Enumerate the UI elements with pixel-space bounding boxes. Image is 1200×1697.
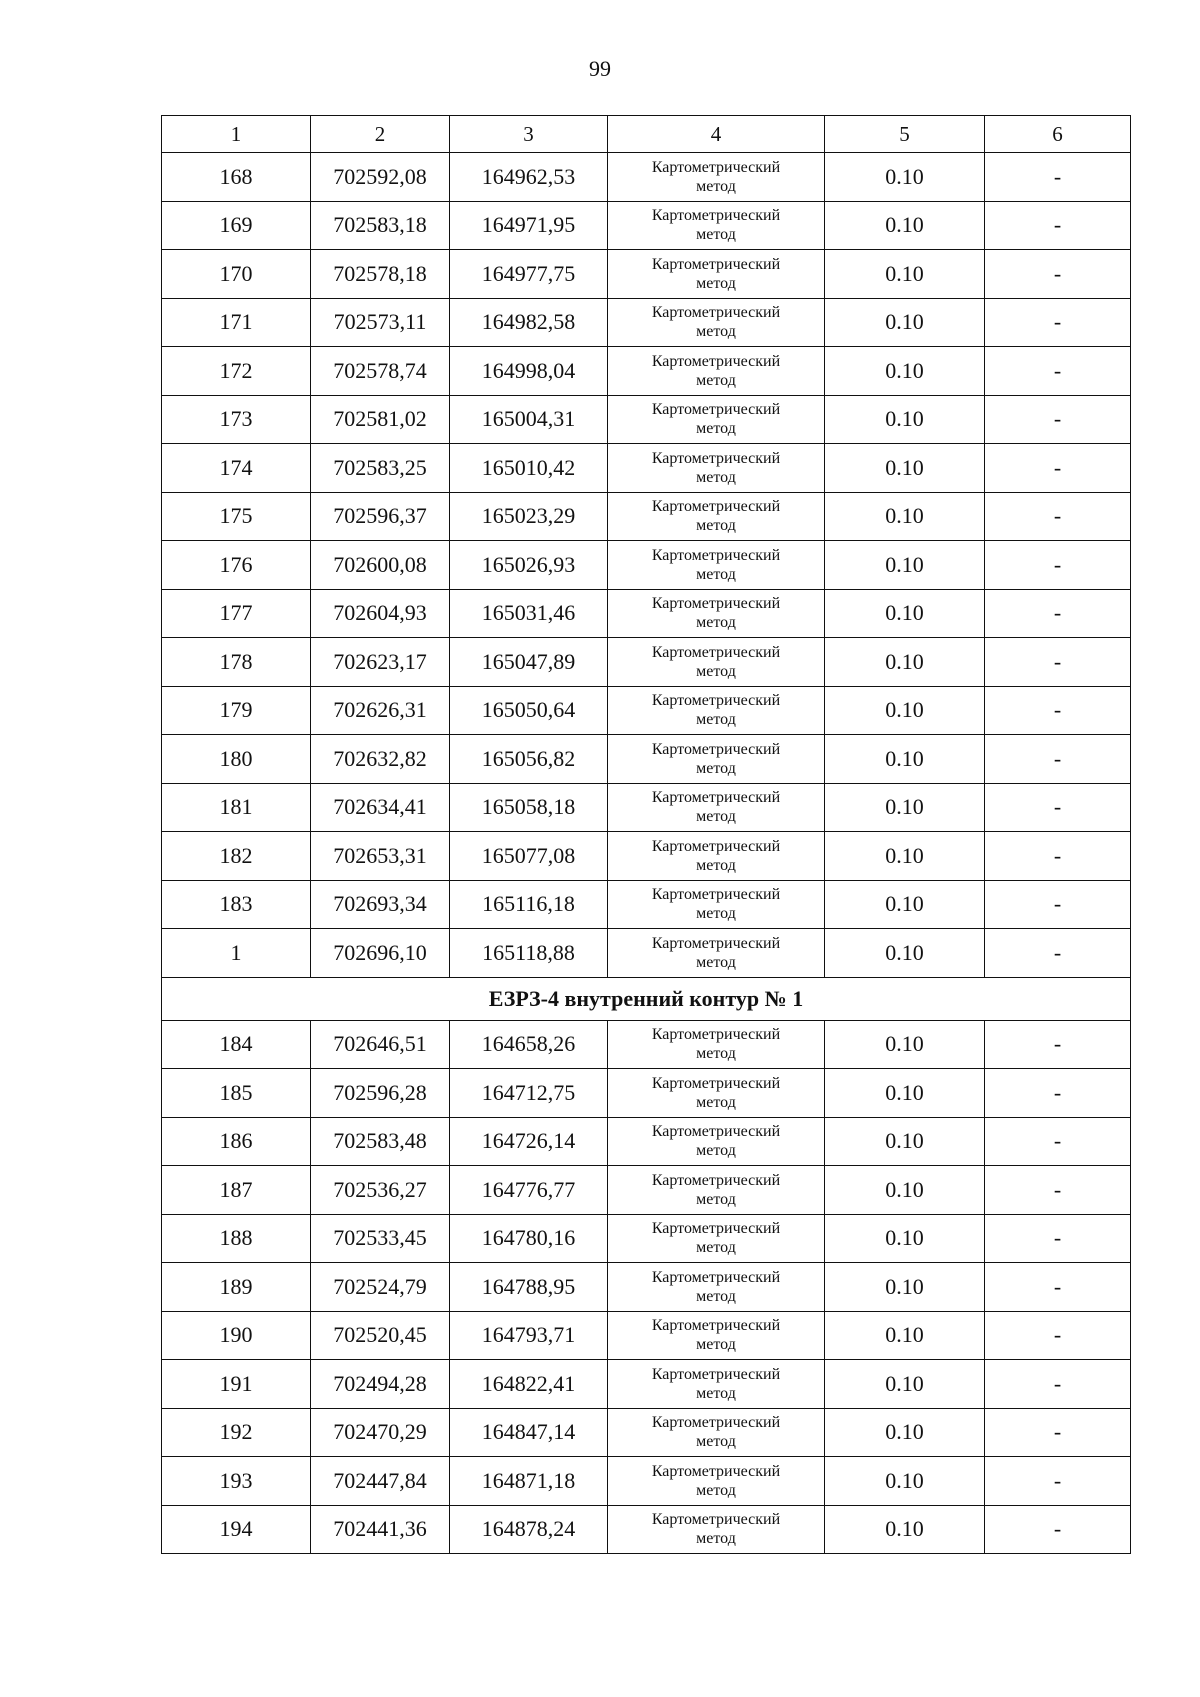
method-cell (608, 444, 825, 493)
table-cell: 172 (162, 347, 311, 396)
method-cell (608, 1263, 825, 1312)
table-cell: 168 (162, 153, 311, 202)
method-text-line2: метод (696, 1336, 736, 1354)
method-text-line1: Картометрический (651, 304, 781, 322)
method-cell (608, 1020, 825, 1069)
table-cell: 0.10 (825, 1311, 985, 1360)
table-cell: 189 (162, 1263, 311, 1312)
method-cell (608, 298, 825, 347)
table-row (162, 1408, 1131, 1457)
table-cell: 702596,37 (311, 492, 450, 541)
table-row (162, 492, 1131, 541)
table-cell: 176 (162, 541, 311, 590)
table-row (162, 1214, 1131, 1263)
table-cell: 165010,42 (450, 444, 608, 493)
method-cell (608, 1117, 825, 1166)
table-cell: 164998,04 (450, 347, 608, 396)
table-cell: 164712,75 (450, 1069, 608, 1118)
table-row (162, 686, 1131, 735)
table-row (162, 153, 1131, 202)
table-cell: - (985, 153, 1131, 202)
table-cell: 165056,82 (450, 735, 608, 784)
table-cell: - (985, 1020, 1131, 1069)
table-cell: - (985, 201, 1131, 250)
page-number: 99 (589, 56, 611, 81)
method-text-line1: Картометрический (651, 789, 781, 807)
table-cell: 702646,51 (311, 1020, 450, 1069)
method-text-line1: Картометрический (651, 837, 781, 855)
table-cell: 702578,18 (311, 250, 450, 299)
table-cell: 180 (162, 735, 311, 784)
method-cell (608, 686, 825, 735)
method-text-line1: Картометрический (651, 643, 781, 661)
table-cell: 165004,31 (450, 395, 608, 444)
table-cell: 192 (162, 1408, 311, 1457)
table-cell: 164822,41 (450, 1360, 608, 1409)
table-cell: 177 (162, 589, 311, 638)
method-text-line2: метод (696, 1239, 736, 1257)
method-text-line1: Картометрический (651, 1171, 781, 1189)
table-cell: 170 (162, 250, 311, 299)
table-cell: 0.10 (825, 1069, 985, 1118)
column-header: 4 (608, 116, 825, 153)
method-text-line1: Картометрический (651, 692, 781, 710)
table-cell: 173 (162, 395, 311, 444)
method-cell (608, 1505, 825, 1554)
table-row (162, 832, 1131, 881)
table-row (162, 1020, 1131, 1069)
table-cell: 0.10 (825, 686, 985, 735)
method-cell (608, 541, 825, 590)
table-cell: 186 (162, 1117, 311, 1166)
method-cell (608, 492, 825, 541)
table-cell: 0.10 (825, 589, 985, 638)
table-header-row (162, 116, 1131, 153)
method-cell (608, 638, 825, 687)
method-text-line2: метод (696, 468, 736, 486)
method-text-line1: Картометрический (651, 1414, 781, 1432)
method-text-line1: Картометрический (651, 401, 781, 419)
table-row (162, 735, 1131, 784)
table-cell: 171 (162, 298, 311, 347)
table-cell: - (985, 1166, 1131, 1215)
method-text-line1: Картометрический (651, 934, 781, 952)
table-cell: 164726,14 (450, 1117, 608, 1166)
table-cell: 193 (162, 1457, 311, 1506)
table-row (162, 250, 1131, 299)
table-cell: 702470,29 (311, 1408, 450, 1457)
method-text-line2: метод (696, 1093, 736, 1111)
table-row (162, 395, 1131, 444)
table-cell: 179 (162, 686, 311, 735)
table-cell: 164658,26 (450, 1020, 608, 1069)
table-cell: 0.10 (825, 880, 985, 929)
method-text-line2: метод (696, 808, 736, 826)
table-cell: 0.10 (825, 783, 985, 832)
method-cell (608, 1360, 825, 1409)
table-cell: 0.10 (825, 1457, 985, 1506)
table-cell: 0.10 (825, 1020, 985, 1069)
table-cell: 1 (162, 929, 311, 978)
table-cell: 165058,18 (450, 783, 608, 832)
table-row (162, 1263, 1131, 1312)
table-cell: 165116,18 (450, 880, 608, 929)
method-text-line2: метод (696, 1481, 736, 1499)
table-cell: 0.10 (825, 201, 985, 250)
table-cell: 702533,45 (311, 1214, 450, 1263)
table-cell: 0.10 (825, 444, 985, 493)
table-cell: - (985, 1408, 1131, 1457)
table-row (162, 444, 1131, 493)
table-cell: 0.10 (825, 492, 985, 541)
table-cell: - (985, 686, 1131, 735)
table-cell: 702447,84 (311, 1457, 450, 1506)
method-text-line2: метод (696, 905, 736, 923)
method-text-line1: Картометрический (651, 546, 781, 564)
table-cell: - (985, 444, 1131, 493)
method-cell (608, 929, 825, 978)
column-header: 5 (825, 116, 985, 153)
table-cell: 702583,48 (311, 1117, 450, 1166)
table-cell: - (985, 1214, 1131, 1263)
table-cell: 0.10 (825, 638, 985, 687)
table-row (162, 1069, 1131, 1118)
table-cell: 702626,31 (311, 686, 450, 735)
table-cell: 0.10 (825, 735, 985, 784)
method-cell (608, 347, 825, 396)
table-cell: - (985, 492, 1131, 541)
table-cell: 164871,18 (450, 1457, 608, 1506)
method-cell (608, 153, 825, 202)
method-text-line1: Картометрический (651, 207, 781, 225)
section-title: ЕЗРЗ-4 внутренний контур № 1 (162, 977, 1131, 1020)
method-text-line2: метод (696, 420, 736, 438)
method-cell (608, 589, 825, 638)
table-cell: 702536,27 (311, 1166, 450, 1215)
table-cell: 0.10 (825, 1263, 985, 1312)
table-cell: 164962,53 (450, 153, 608, 202)
table-cell: 187 (162, 1166, 311, 1215)
method-text-line2: метод (696, 1433, 736, 1451)
table-cell: 702693,34 (311, 880, 450, 929)
method-cell (608, 832, 825, 881)
table-cell: 164982,58 (450, 298, 608, 347)
method-text-line2: метод (696, 1384, 736, 1402)
method-text-line2: метод (696, 274, 736, 292)
method-text-line1: Картометрический (651, 1511, 781, 1529)
table-cell: 165031,46 (450, 589, 608, 638)
table-cell: 0.10 (825, 832, 985, 881)
column-header: 6 (985, 116, 1131, 153)
method-text-line2: метод (696, 1287, 736, 1305)
method-text-line1: Картометрический (651, 1365, 781, 1383)
table-cell: 0.10 (825, 1360, 985, 1409)
method-text-line2: метод (696, 226, 736, 244)
section-row (162, 977, 1131, 1020)
table-row (162, 1166, 1131, 1215)
coordinates-table (161, 115, 1131, 1554)
method-text-line1: Картометрический (651, 1026, 781, 1044)
table-cell: 194 (162, 1505, 311, 1554)
table-row (162, 347, 1131, 396)
table-cell: 165050,64 (450, 686, 608, 735)
method-cell (608, 880, 825, 929)
table-cell: 0.10 (825, 153, 985, 202)
table-cell: 0.10 (825, 395, 985, 444)
method-text-line2: метод (696, 517, 736, 535)
table-cell: - (985, 250, 1131, 299)
method-cell (608, 735, 825, 784)
method-text-line1: Картометрический (651, 1220, 781, 1238)
table-cell: - (985, 541, 1131, 590)
column-header: 1 (162, 116, 311, 153)
method-text-line1: Картометрический (651, 886, 781, 904)
method-text-line2: метод (696, 662, 736, 680)
table-cell: 702583,25 (311, 444, 450, 493)
table-cell: 188 (162, 1214, 311, 1263)
table-cell: 702441,36 (311, 1505, 450, 1554)
method-cell (608, 1166, 825, 1215)
table-cell: 165023,29 (450, 492, 608, 541)
table-cell: - (985, 735, 1131, 784)
table-cell: - (985, 783, 1131, 832)
table-cell: 165047,89 (450, 638, 608, 687)
table-cell: 164776,77 (450, 1166, 608, 1215)
table-cell: 165118,88 (450, 929, 608, 978)
table-cell: 702653,31 (311, 832, 450, 881)
table-cell: 702524,79 (311, 1263, 450, 1312)
method-cell (608, 1069, 825, 1118)
table-cell: 0.10 (825, 1117, 985, 1166)
table-cell: 190 (162, 1311, 311, 1360)
table-cell: - (985, 1311, 1131, 1360)
table-row (162, 201, 1131, 250)
table-row (162, 880, 1131, 929)
table-cell: 178 (162, 638, 311, 687)
table-cell: 0.10 (825, 1408, 985, 1457)
table-cell: 702623,17 (311, 638, 450, 687)
method-text-line2: метод (696, 1530, 736, 1548)
table-row (162, 1457, 1131, 1506)
table-cell: 702634,41 (311, 783, 450, 832)
method-text-line2: метод (696, 614, 736, 632)
table-cell: 702696,10 (311, 929, 450, 978)
table-cell: - (985, 638, 1131, 687)
table-cell: 702581,02 (311, 395, 450, 444)
table-row (162, 1311, 1131, 1360)
table-cell: 0.10 (825, 250, 985, 299)
table-row (162, 638, 1131, 687)
method-text-line2: метод (696, 711, 736, 729)
table-cell: 0.10 (825, 1214, 985, 1263)
table-cell: 702600,08 (311, 541, 450, 590)
table-cell: - (985, 832, 1131, 881)
method-text-line1: Картометрический (651, 740, 781, 758)
table-cell: 182 (162, 832, 311, 881)
method-text-line2: метод (696, 953, 736, 971)
method-text-line1: Картометрический (651, 498, 781, 516)
method-text-line2: метод (696, 177, 736, 195)
table-cell: - (985, 589, 1131, 638)
table-cell: 164847,14 (450, 1408, 608, 1457)
table-cell: 0.10 (825, 1166, 985, 1215)
column-header: 3 (450, 116, 608, 153)
method-cell (608, 1214, 825, 1263)
table-cell: 164971,95 (450, 201, 608, 250)
table-cell: 0.10 (825, 347, 985, 396)
method-cell (608, 1457, 825, 1506)
table-cell: 164793,71 (450, 1311, 608, 1360)
table-cell: - (985, 880, 1131, 929)
table-cell: - (985, 1069, 1131, 1118)
table-cell: 702494,28 (311, 1360, 450, 1409)
table-row (162, 1117, 1131, 1166)
method-text-line1: Картометрический (651, 1317, 781, 1335)
table-cell: 165077,08 (450, 832, 608, 881)
method-text-line2: метод (696, 323, 736, 341)
method-text-line2: метод (696, 759, 736, 777)
method-text-line1: Картометрический (651, 1462, 781, 1480)
table-cell: 185 (162, 1069, 311, 1118)
method-text-line1: Картометрический (651, 1123, 781, 1141)
table-row (162, 541, 1131, 590)
method-cell (608, 201, 825, 250)
table-cell: - (985, 395, 1131, 444)
table-cell: 702596,28 (311, 1069, 450, 1118)
method-cell (608, 1408, 825, 1457)
table-cell: 181 (162, 783, 311, 832)
method-text-line2: метод (696, 1045, 736, 1063)
table-cell: - (985, 1505, 1131, 1554)
method-text-line2: метод (696, 371, 736, 389)
table-cell: 702604,93 (311, 589, 450, 638)
table-cell: 184 (162, 1020, 311, 1069)
method-text-line1: Картометрический (651, 1074, 781, 1092)
method-text-line2: метод (696, 856, 736, 874)
table-cell: - (985, 1263, 1131, 1312)
table-cell: 174 (162, 444, 311, 493)
method-cell (608, 250, 825, 299)
method-cell (608, 395, 825, 444)
table-cell: 164788,95 (450, 1263, 608, 1312)
table-row (162, 1505, 1131, 1554)
table-cell: 0.10 (825, 929, 985, 978)
table-cell: 164780,16 (450, 1214, 608, 1263)
table-cell: 164977,75 (450, 250, 608, 299)
table-cell: 702573,11 (311, 298, 450, 347)
table-cell: 702592,08 (311, 153, 450, 202)
method-text-line1: Картометрический (651, 1268, 781, 1286)
table-row (162, 1360, 1131, 1409)
table-cell: 702520,45 (311, 1311, 450, 1360)
table-cell: 0.10 (825, 1505, 985, 1554)
method-text-line1: Картометрический (651, 352, 781, 370)
table-cell: 0.10 (825, 298, 985, 347)
table-cell: 183 (162, 880, 311, 929)
table-cell: 165026,93 (450, 541, 608, 590)
method-text-line2: метод (696, 565, 736, 583)
table-cell: - (985, 347, 1131, 396)
table-cell: 0.10 (825, 541, 985, 590)
table-cell: 702578,74 (311, 347, 450, 396)
table-cell: - (985, 1457, 1131, 1506)
table-cell: - (985, 929, 1131, 978)
table-cell: 702583,18 (311, 201, 450, 250)
table-row (162, 929, 1131, 978)
table-cell: - (985, 1360, 1131, 1409)
method-text-line1: Картометрический (651, 449, 781, 467)
method-text-line2: метод (696, 1142, 736, 1160)
table-cell: - (985, 298, 1131, 347)
method-text-line1: Картометрический (651, 255, 781, 273)
table-cell: 169 (162, 201, 311, 250)
method-cell (608, 1311, 825, 1360)
table-cell: 702632,82 (311, 735, 450, 784)
table-row (162, 298, 1131, 347)
column-header: 2 (311, 116, 450, 153)
method-text-line2: метод (696, 1190, 736, 1208)
table-row (162, 589, 1131, 638)
table-cell: 164878,24 (450, 1505, 608, 1554)
method-text-line1: Картометрический (651, 158, 781, 176)
table-cell: 191 (162, 1360, 311, 1409)
table-cell: 175 (162, 492, 311, 541)
table-row (162, 783, 1131, 832)
table-cell: - (985, 1117, 1131, 1166)
method-cell (608, 783, 825, 832)
method-text-line1: Картометрический (651, 595, 781, 613)
